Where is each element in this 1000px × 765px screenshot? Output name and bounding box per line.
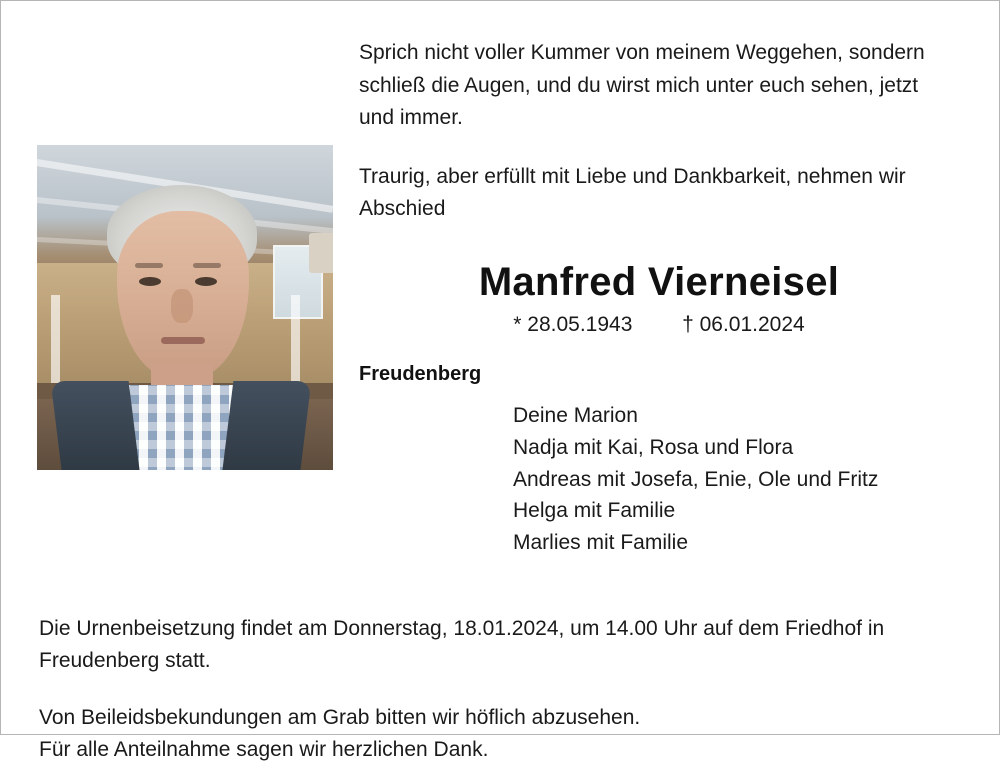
obituary-lower-section bbox=[1, 613, 999, 765]
list-item: Helga mit Familie bbox=[513, 499, 676, 523]
obituary-upper-section bbox=[1, 1, 999, 559]
deceased-name: Manfred Vierneisel bbox=[478, 259, 840, 304]
photo-person-eyebrow bbox=[193, 263, 221, 268]
photo-person-eye bbox=[139, 277, 161, 286]
list-item: Nadja mit Kai, Rosa und Flora bbox=[513, 435, 794, 459]
portrait-photo bbox=[37, 145, 333, 470]
photo-person-eyebrow bbox=[135, 263, 163, 268]
photo-lamp-icon bbox=[309, 233, 333, 273]
closing-text-line-2: Für alle Anteilnahme sagen wir herzlichen Dank. bbox=[39, 737, 489, 761]
portrait-photo-image bbox=[37, 145, 333, 470]
birth-date: * 28.05.1943 bbox=[513, 312, 633, 336]
photo-person bbox=[55, 185, 305, 470]
photo-person-eye bbox=[195, 277, 217, 286]
place-name: Freudenberg bbox=[359, 362, 482, 385]
photo-person-nose bbox=[171, 289, 193, 323]
text-column bbox=[337, 27, 959, 559]
verse-text: Sprich nicht voller Kummer von meinem Weggehen, sondern schließ die Augen, und du wirst mich unter euch sehen, jetzt und immer. bbox=[359, 41, 925, 130]
photo-person-vest bbox=[221, 381, 312, 470]
list-item: Andreas mit Josefa, Enie, Ole und Fritz bbox=[513, 467, 879, 491]
photo-person-mouth bbox=[161, 337, 205, 344]
death-date: † 06.01.2024 bbox=[682, 312, 805, 336]
photo-column bbox=[37, 27, 337, 470]
survivors-list bbox=[359, 400, 959, 560]
photo-person-vest bbox=[51, 381, 142, 470]
funeral-details-text: Die Urnenbeisetzung findet am Donnerstag, 18.01.2024, um 14.00 Uhr auf dem Friedhof in Freudenberg statt. bbox=[39, 617, 885, 672]
list-item: Marlies mit Familie bbox=[513, 531, 689, 555]
intro-text: Traurig, aber erfüllt mit Liebe und Dankbarkeit, nehmen wir Abschied bbox=[359, 164, 906, 221]
closing-text-line-1: Von Beileidsbekundungen am Grab bitten wir höflich abzusehen. bbox=[39, 706, 641, 730]
list-item: Deine Marion bbox=[513, 403, 638, 427]
life-dates bbox=[359, 313, 959, 337]
